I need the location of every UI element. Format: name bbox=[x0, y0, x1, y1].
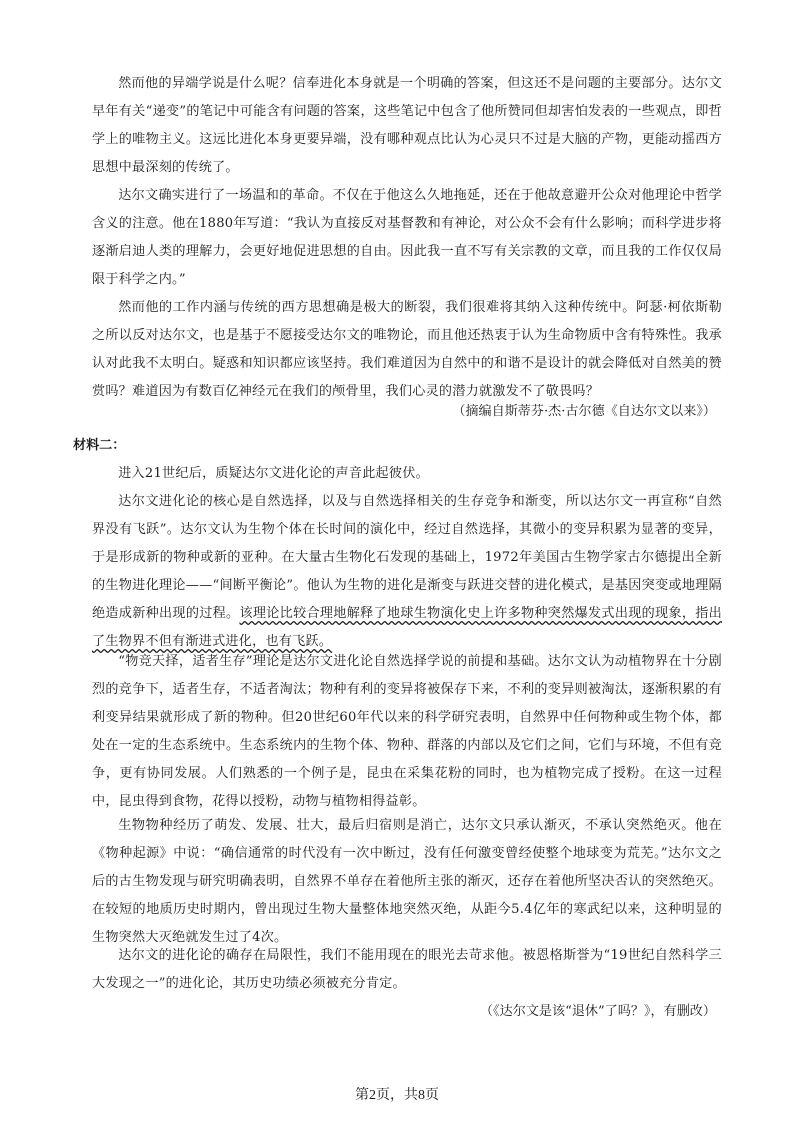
paragraph-extinction: 生物物种经历了萌发、发展、壮大，最后归宿则是消亡，达尔文只承认渐灭，不承认突然绝灭。他在《物种起源》中说：“确信通常的时代没有一次中断过，没有任何激变曾经使整个地球变为荒芜。”达尔文之后的古生物发现与研究明确表明，自然界不单存在着他所主张的渐灭，还存在着他所坚决否认的突然绝灭。在较短的地质历史时期内，曾出现过生物大量整体地突然灭绝，从距今5.4亿年的寒武纪以来，这种明显的生物突然大灭绝就发生过了4次。 bbox=[92, 818, 722, 945]
paragraph-21st-century: 进入21世纪后，质疑达尔文进化论的声音此起彼伏。 bbox=[118, 466, 429, 481]
paragraph-revolution: 达尔文确实进行了一场温和的革命。不仅在于他这么久地拖延，还在于他故意避开公众对他理论中哲学含义的注意。他在1880年写道：“我认为直接反对基督教和有神论，对公众不会有什么影响；而科学进步将逐渐启迪人类的理解力，会更好地促进思想的自由。因此我一直不写有关宗教的文章，而且我的工作仅仅局限于科学之内。” bbox=[92, 188, 722, 287]
paragraph-natural-selection-text: 达尔文进化论的核心是自然选择，以及与自然选择相关的生存竞争和渐变，所以达尔文一再宣称“自然界没有飞跃”。达尔文认为生物个体在长时间的演化中，经过自然选择，其微小的变异积累为显著的变异，于是形成新的物种或新的亚种。在大量古生物化石发现的基础上，1972年美国古生物学家古尔德提出全新的生物进化理论——“间断平衡论”。他认为生物的进化是渐变与跃进交替的进化模式，是基因突变或地理隔绝造成新种出现的过程。 bbox=[92, 494, 722, 621]
source-citation-2: （《达尔文是该“退休”了吗？》，有删改） bbox=[480, 1004, 716, 1019]
paragraph-natural-selection bbox=[92, 488, 722, 656]
source-citation-1: （摘编自斯蒂芬·杰·古尔德《自达尔文以来》） bbox=[452, 404, 716, 419]
paragraph-conclusion: 达尔文的进化论的确存在局限性，我们不能用现在的眼光去苛求他。被恩格斯誉为“19世纪自然科学三大发现之一”的进化论，其历史功绩必须被充分肯定。 bbox=[92, 948, 722, 991]
paragraph-break-with-tradition: 然而他的工作内涵与传统的西方思想确是极大的断裂，我们很难将其纳入这种传统中。阿瑟·柯依斯勒之所以反对达尔文，也是基于不愿接受达尔文的唯物论，而且他还热衷于认为生命物质中含有特殊性。我承认对此我不太明白。疑惑和知识都应该坚持。我们难道因为自然中的和谐不是设计的就会降低对自然美的赞赏吗？难道因为有数百亿神经元在我们的颅骨里，我们心灵的潜力就激发不了敬畏吗？ bbox=[92, 300, 722, 399]
material-two-heading: 材料二： bbox=[73, 438, 126, 453]
page-number: 第2页，共8页 bbox=[355, 1088, 439, 1103]
paragraph-heresy: 然而他的异端学说是什么呢？信奉进化本身就是一个明确的答案，但这还不是问题的主要部分。达尔文早年有关“递变”的笔记中可能含有问题的答案，这些笔记中包含了他所赞同但却害怕发表的一些观点，即哲学上的唯物主义。这远比进化本身更要异端，没有哪种观点比认为心灵只不过是大脑的产物，更能动摇西方思想中最深刻的传统了。 bbox=[92, 76, 722, 175]
underlined-sentence: 该理论比较合理地解释了地球生物演化史上许多物种突然爆发式出现的现象，指出了生物界不但有渐进式进化，也有飞跃。 bbox=[92, 606, 723, 649]
paragraph-survival-of-fittest: “物竞天择，适者生存”理论是达尔文进化论自然选择学说的前提和基础。达尔文认为动植物界在十分剧烈的竞争下，适者生存，不适者淘汰；物种有利的变异将被保存下来，不利的变异则被淘汰，逐渐积累的有利变异结果就形成了新的物种。但20世纪60年代以来的科学研究表明，自然界中任何物种或生物个体，都处在一定的生态系统中。生态系统内的生物个体、物种、群落的内部以及它们之间，它们与环境，不但有竞争，更有协同发展。人们熟悉的一个例子是，昆虫在采集花粉的同时，也为植物完成了授粉。在这一过程中，昆虫得到食物，花得以授粉，动物与植物相得益彰。 bbox=[92, 654, 722, 809]
